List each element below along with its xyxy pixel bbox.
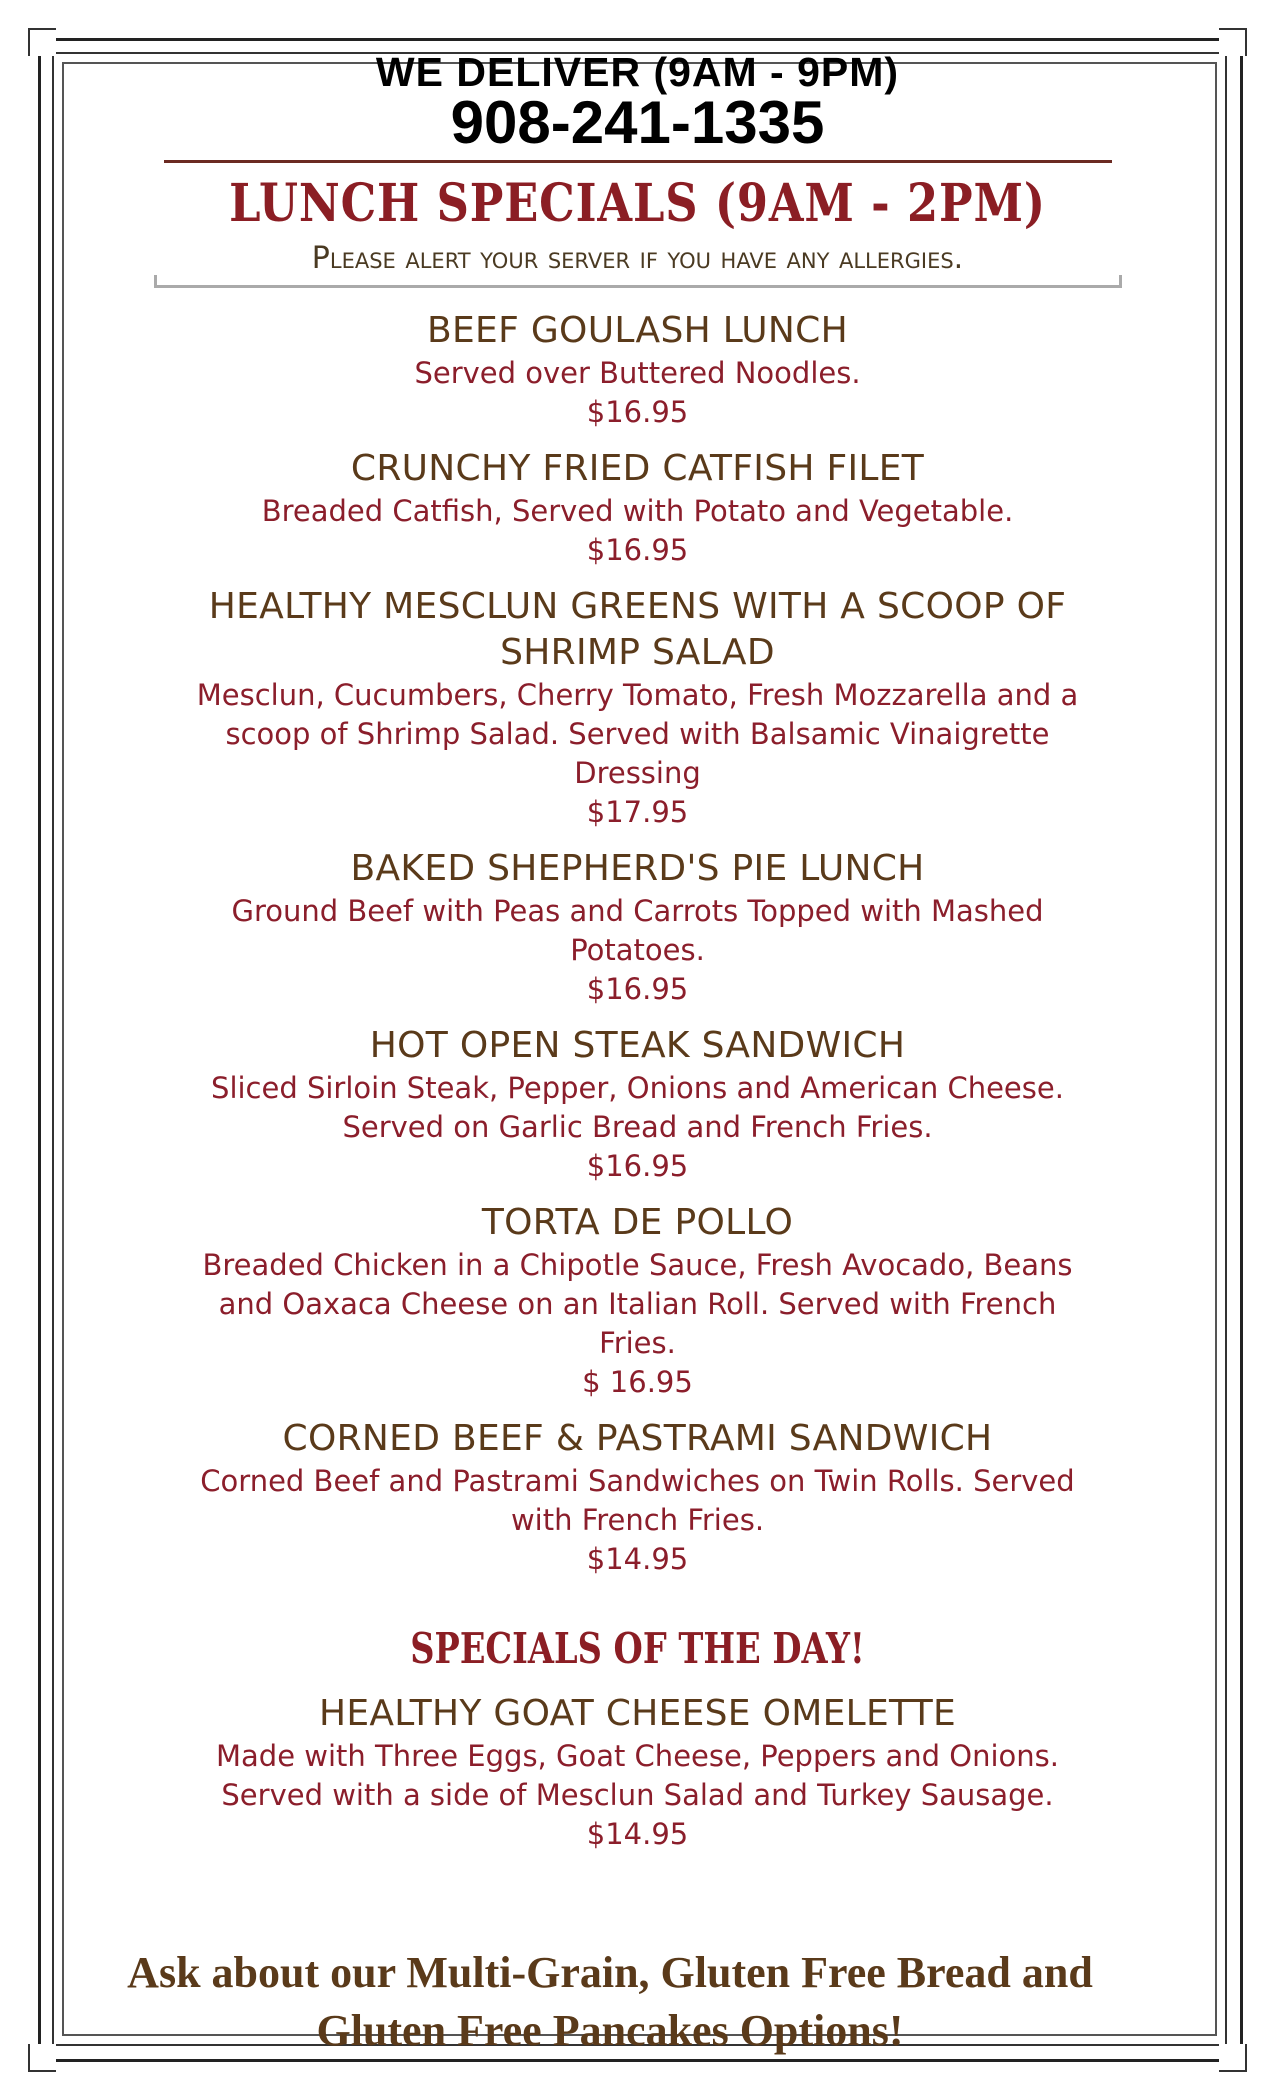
menu-item <box>120 446 1155 570</box>
gluten-free-options-note: Ask about our Multi-Grain, Gluten Free Bread and Gluten Free Pancakes Options! <box>127 1948 1093 2055</box>
menu-item-description: Served over Buttered Noodles. <box>414 356 861 390</box>
menu-item <box>120 584 1155 832</box>
menu-item-name: HEALTHY GOAT CHEESE OMELETTE <box>318 1693 957 1734</box>
menu-item-price: $ 16.95 <box>582 1365 693 1399</box>
menu-item-name: HOT OPEN STEAK SANDWICH <box>369 1025 906 1066</box>
lunch-menu-list <box>120 308 1155 1579</box>
corner-ornament-bottom-left <box>28 2044 56 2072</box>
menu-item-description: Mesclun, Cucumbers, Cherry Tomato, Fresh Mozzarella and a scoop of Shrimp Salad. Served with Balsamic Vinaigrette Dressing <box>196 678 1079 790</box>
menu-item-name: CORNED BEEF & PASTRAMI SANDWICH <box>282 1418 993 1459</box>
specials-of-the-day-title: SPECIALS OF THE DAY! <box>410 1624 865 1673</box>
allergy-notice-underline <box>154 275 1122 288</box>
allergy-notice: Please alert your server if you have any allergies. <box>311 241 964 276</box>
menu-page <box>120 50 1155 1868</box>
menu-item-description: Made with Three Eggs, Goat Cheese, Peppers and Onions. Served with a side of Mesclun Salad and Turkey Sausage. <box>216 1739 1059 1812</box>
menu-item-name: HEALTHY MESCLUN GREENS WITH A SCOOP OF SHRIMP SALAD <box>208 586 1067 673</box>
lunch-specials-title: LUNCH SPECIALS (9AM - 2PM) <box>229 173 1046 234</box>
menu-item-name: CRUNCHY FRIED CATFISH FILET <box>350 448 925 489</box>
menu-item-price: $16.95 <box>586 1149 689 1183</box>
menu-item-price: $16.95 <box>586 533 689 567</box>
menu-item-description: Sliced Sirloin Steak, Pepper, Onions and American Cheese. Served on Garlic Bread and French Fries. <box>211 1071 1064 1144</box>
header-divider <box>164 160 1112 163</box>
corner-ornament-top-right <box>1219 28 1247 56</box>
menu-item-description: Breaded Catfish, Served with Potato and Vegetable. <box>261 494 1014 528</box>
menu-item <box>120 1691 1155 1854</box>
menu-item-name: BEEF GOULASH LUNCH <box>427 310 848 351</box>
menu-item <box>120 1023 1155 1186</box>
menu-item-description: Ground Beef with Peas and Carrots Topped with Mashed Potatoes. <box>231 894 1044 967</box>
menu-item <box>120 308 1155 432</box>
delivery-hours: WE DELIVER (9AM - 9PM) <box>375 49 900 95</box>
menu-item-price: $14.95 <box>586 1817 689 1851</box>
menu-item-price: $16.95 <box>586 395 689 429</box>
menu-item-price: $16.95 <box>586 972 689 1006</box>
menu-item-name: BAKED SHEPHERD'S PIE LUNCH <box>350 848 925 889</box>
menu-item <box>120 1200 1155 1402</box>
menu-item-name: TORTA DE POLLO <box>481 1202 794 1243</box>
menu-item <box>120 846 1155 1009</box>
phone-number: 908-241-1335 <box>450 89 825 156</box>
menu-item-description: Breaded Chicken in a Chipotle Sauce, Fresh Avocado, Beans and Oaxaca Cheese on an Italian Roll. Served with French Fries. <box>202 1248 1073 1360</box>
menu-item-price: $14.95 <box>586 1542 689 1576</box>
specials-menu-list <box>120 1691 1155 1854</box>
corner-ornament-bottom-right <box>1219 2044 1247 2072</box>
menu-item-price: $17.95 <box>586 795 689 829</box>
menu-item <box>120 1416 1155 1579</box>
menu-item-description: Corned Beef and Pastrami Sandwiches on Twin Rolls. Served with French Fries. <box>200 1464 1075 1537</box>
corner-ornament-top-left <box>28 28 56 56</box>
